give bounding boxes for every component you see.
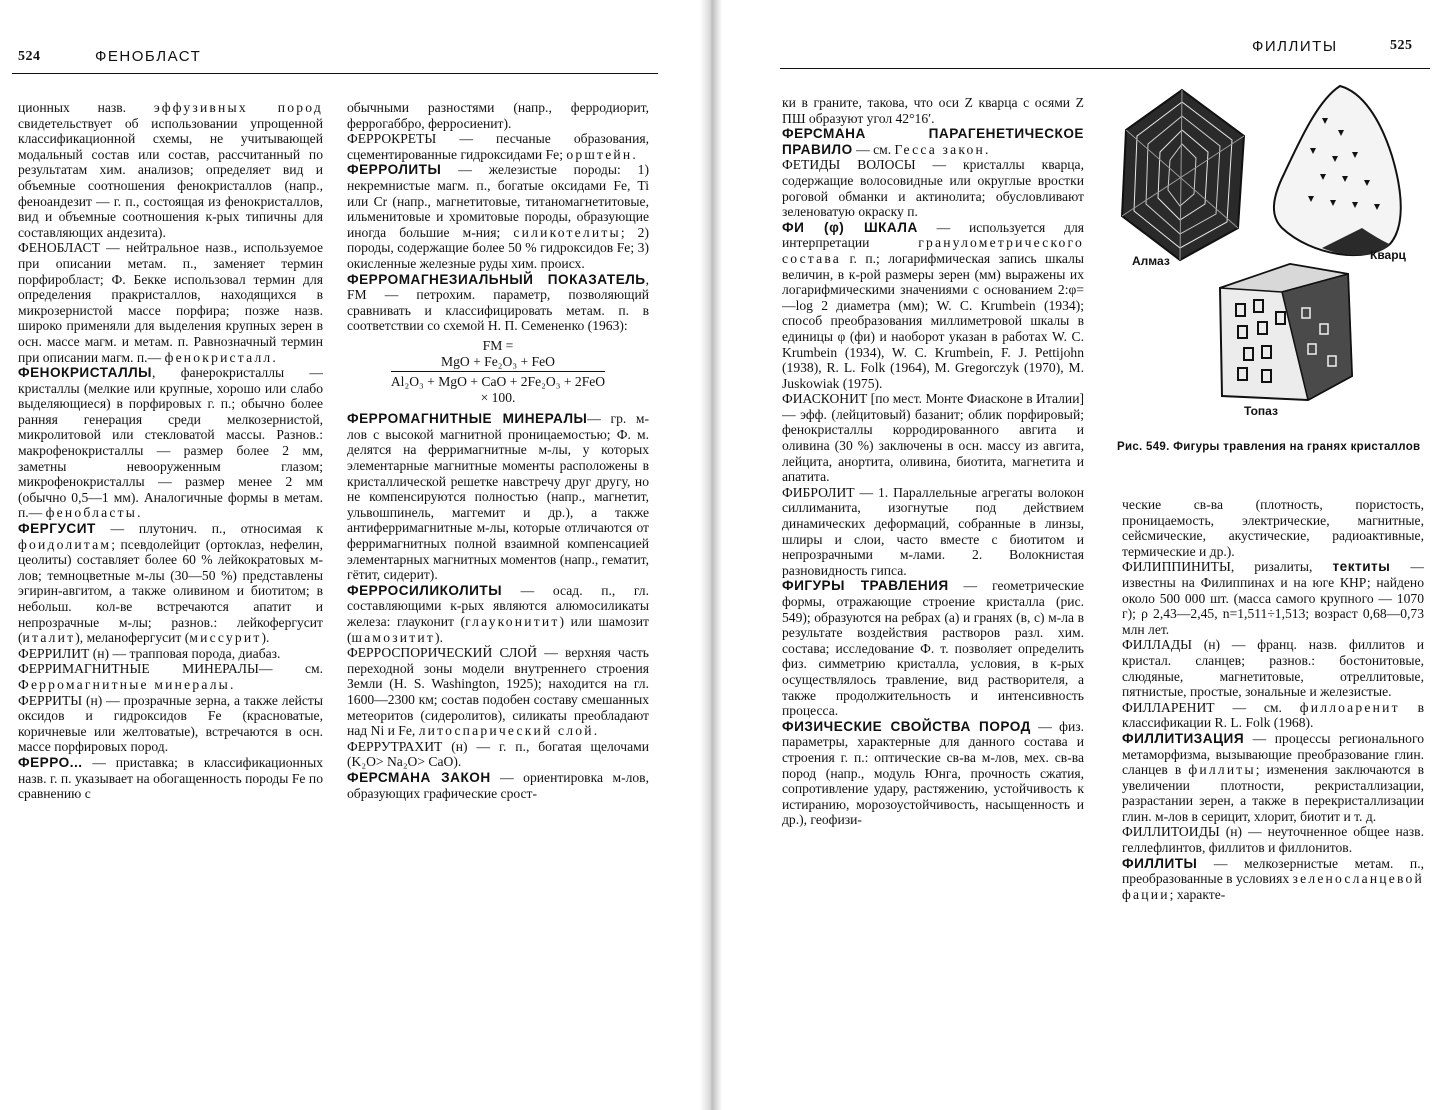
formula-denominator: Al₂O₃ + MgO + CaO + 2Fe₂O₃ + 2FeO (390, 374, 606, 390)
cross-reference: Гесса закон (894, 141, 985, 157)
entry-paragraph (1122, 637, 1424, 699)
entry-text: — железистые породы: 1) некремнистые магм. п., богатые оксидами Fe, Ti или Cr (напр., магнетитовые, титаномагнетитовые, ильменитовые и хромитовые породы, образующие иногда большие м-ния; (347, 162, 649, 240)
entry-paragraph (1122, 731, 1424, 825)
entry-term: ФИЛЛИТЫ (1122, 855, 1198, 871)
entry-paragraph (18, 100, 323, 240)
cross-reference: Ферромагнитные минералы (18, 676, 231, 692)
fm-formula (347, 338, 649, 405)
entry-term: ФИГУРЫ ТРАВЛЕНИЯ (782, 578, 949, 594)
formula-numerator: MgO + Fe₂O₃ + FeO (391, 354, 605, 373)
cross-reference: зеленосланцевой фации (1122, 871, 1424, 902)
entry-paragraph (347, 131, 649, 162)
entry-text: ФЕРРИЛИТ (н) — трапповая порода, диабаз. (18, 645, 281, 661)
entry-text: ФЕРРОСПОРИЧЕСКИЙ СЛОЙ — верхняя часть переходной зоны модели внутреннего строения Земли (H. S. Washington, 1925); находится на гл. 1600—2300 км; состав подобен составу смешанных метеоритов (сидеролитов), силикаты преобладают над Ni и Fe, (347, 645, 649, 739)
entry-text: — приставка; в классификационных назв. г. п. указывает на обогащенность породы Fe по сравнению с (18, 754, 323, 802)
entry-text: ). (435, 629, 443, 645)
label-kvarc: Кварц (1370, 248, 1406, 262)
entry-paragraph (782, 485, 1084, 579)
entry-text: ки в граните, такова, что оси Z кварца с осями Z ПШ образуют угол 42°16′. (782, 95, 1084, 126)
entry-paragraph (18, 240, 323, 365)
cross-reference: литоспарический слой (418, 723, 594, 739)
entry-text: ФЕТИДЫ ВОЛОСЫ — кристаллы кварца, содержащие волосовидные или округлые вростки роговой обманки и актинолита; обусловливают зеленоватую окраску п. (782, 157, 1084, 220)
entry-paragraph (347, 770, 649, 801)
entry-text: ческие св-ва (плотность, пористость, проницаемость, электрические, магнитные, сейсмические, акустические, радиоактивные, термические и др.). (1122, 497, 1424, 559)
entry-paragraph (1122, 700, 1424, 731)
entry-term: ФЕРРОМАГНЕЗИАЛЬНЫЙ ПОКАЗАТЕЛЬ (347, 271, 646, 287)
entry-text: , FM — петрохим. параметр, позволяющий сравнивать и классифицировать метам. п. в соответствии со схемой Н. П. Семененко (1963): (347, 271, 649, 334)
entry-paragraph (1122, 824, 1424, 855)
page-number-right: 525 (1390, 38, 1413, 53)
entry-text: г. п.; логарифмическая запись шкалы величин, в к-рой размеры зерен (мм) выражены их логарифмическими значениями с основанием 2:φ=—log 2 диаметра (мм); W. C. Krumbein (1934); способ преобразования миллиметровой шкалы в единицы φ (фи) и наоборот указан в работах W. C. Krumbein (1934), W. C. Krumbein, F. J. Pettijohn (1938), R. L. Folk (1964), M. Gregorczyk (1970), M. Juskowiak (1975). (782, 250, 1084, 391)
entry-paragraph (347, 739, 649, 770)
entry-paragraph (782, 126, 1084, 157)
entry-text: ФИЛЛАРЕНИТ — см. (1122, 699, 1300, 715)
entry-text: — осад. п., гл. составляющими к-рых являются алюмосиликаты железа: глауконит ( (347, 582, 649, 629)
entry-text: — мелкозернистые метам. п., преобразованные в условиях (1122, 855, 1424, 887)
entry-text: ФИЛЛАДЫ (н) — франц. назв. филлитов и кристал. сланцев; разнов.: бостонитовые, слюдяные, магнетитовые, отреллитовые, пятнистые, простые, зональные и железистые. (1122, 637, 1424, 700)
entry-text: ФИЛЛИТОИДЫ (н) — неуточненное общее назв. геллефлинтов, филлитов и филлонитов. (1122, 824, 1424, 856)
left-column-1 (18, 100, 323, 802)
entry-term: ФИЗИЧЕСКИЕ СВОЙСТВА ПОРОД (782, 718, 1031, 734)
entry-term: ФЕРРОМАГНИТНЫЕ МИНЕРАЛЫ (347, 411, 588, 427)
left-page (0, 0, 700, 1110)
entry-term: тектиты (1332, 559, 1391, 575)
entry-text: — плутонич. п., относимая к (95, 521, 323, 537)
quartz-crystal (1274, 86, 1401, 255)
entry-text: . (984, 141, 989, 157)
entry-paragraph (1122, 856, 1424, 903)
entry-term: ФИЛЛИТИЗАЦИЯ (1122, 730, 1245, 746)
formula-lhs: FM = (482, 337, 514, 353)
label-topaz: Топаз (1244, 404, 1278, 418)
entry-text: ФИБРОЛИТ — 1. Параллельные агрегаты волокон силлиманита, изогнутые под действием динамических деформаций, собранные в линзы, шлиры и слои, часто вместе с биотитом и непрозрачными м-лами. 2. Волокнистая разновидность гипса. (782, 484, 1084, 578)
entry-text: ФЕРРИТЫ (н) — прозрачные зерна, а также лейсты оксидов и гидроксидов Fe (красноватые, коричневые или желтоватые), встречаются в осн. массе порфировых пород. (18, 692, 323, 755)
entry-paragraph (347, 645, 649, 739)
entry-term: ФЕРГУСИТ (18, 521, 96, 537)
entry-text: ; характе- (1169, 886, 1226, 902)
entry-text: ФЕНОБЛАСТ — нейтральное назв., используемое при описании метам. п., заменяет термин порфиробласт; Ф. Бекке использовал термин для определения пракристаллов, находящихся в микрозернистой массе порфира; позже назв. широко применяли для выделения крупных зерен в осн. массе магм. и метам. п. Равнозначный термин при описании магм. п.— (18, 240, 323, 365)
entry-term: ФЕРСМАНА ПАРАГЕНЕТИЧЕСКОЕ ПРАВИЛО (782, 126, 1084, 157)
cross-reference: шамозитит (351, 629, 436, 645)
entry-term: ФЕРРОЛИТЫ (347, 162, 442, 178)
formula-factor: × 100. (480, 389, 516, 405)
left-column-2-top (347, 100, 649, 334)
header-rule-right (780, 68, 1430, 69)
entry-text: ФЕРРУТРАХИТ (н) — г. п., богатая щелочами (K₂O> Na₂O> CaO). (347, 738, 649, 770)
left-column-2 (347, 100, 649, 801)
entry-text: . (593, 723, 598, 739)
entry-paragraph (18, 755, 323, 802)
cross-reference: силикотелиты (513, 224, 621, 240)
entry-text: обычными разностями (напр., ферродиорит, феррогаббро, ферросиенит). (347, 100, 649, 131)
running-head-left: ФЕНОБЛАСТ (95, 48, 202, 65)
entry-text: . (272, 349, 276, 365)
page-number-left: 524 (18, 49, 41, 64)
entry-text: . (137, 505, 141, 521)
entry-paragraph (782, 578, 1084, 718)
right-column-2 (1122, 497, 1424, 902)
entry-paragraph (18, 661, 323, 692)
cross-reference: фенокристалл (164, 349, 273, 365)
entry-paragraph (347, 100, 649, 131)
entry-text: ), меланофергусит ( (75, 630, 190, 646)
entry-text: ФЕРРИМАГНИТНЫЕ МИНЕРАЛЫ— см. (18, 661, 323, 677)
diamond-crystal (1122, 90, 1244, 260)
cross-reference: филлиты (1188, 762, 1256, 778)
entry-text: ФЕРРОКРЕТЫ — песчаные образования, сцементированные гидроксидами Fe; (347, 131, 649, 162)
entry-text: — гр. м-лов с высокой магнитной проницаемостью; Ф. м. делятся на ферримагнитные м-лы, у которых элементарные магнитные моменты расположены в кристаллической решетке навстречу друг другу, но не компенсируются полностью (напр., магнетит, ульвошпинель, маггемит и др.), а также антиферримагнитные м-лы, которые отличаются от ферримагнитных полной взаимной компенсацией элементарных магнитных моментов (напр., гематит, гётит, сидерит). (347, 411, 649, 583)
entry-paragraph (18, 693, 323, 755)
topaz-crystal (1220, 264, 1352, 400)
header-rule-left (12, 73, 658, 74)
entry-text: — см. (852, 141, 895, 157)
entry-text: , фанерокристаллы — кристаллы (мелкие или крупные, хорошо или слабо выделяющиеся) в порфировых г. п.; обычно более ранняя генерация среди мелкозернистой, микролитовой или стекловатой массы. Разнов.: макрофенокристаллы — размер более 2 мм, заметны невооруженным глазом; микрофенокристаллы — размер менее 2 мм (обычно 0,5—1 мм). Аналогичные формы в метам. п.— (18, 365, 323, 521)
entry-term: ФЕРРО... (18, 754, 83, 770)
entry-paragraph (1122, 559, 1424, 637)
cross-reference: филлоаренит (1299, 699, 1400, 715)
cross-reference: миссурит (189, 630, 262, 646)
entry-text: — процессы регионального метаморфизма, вызывающие преобразование глин. сланцев в (1122, 730, 1424, 778)
formula-fraction (391, 354, 605, 390)
entry-text: в классификации R. L. Folk (1968). (1122, 699, 1424, 731)
entry-paragraph (782, 95, 1084, 126)
right-column-1 (782, 95, 1084, 828)
entry-paragraph (347, 272, 649, 334)
etch-figures-illustration (1112, 78, 1432, 428)
cross-reference: фенобласты (45, 505, 138, 521)
label-almaz: Алмаз (1132, 254, 1170, 268)
running-head-right: ФИЛЛИТЫ (1252, 38, 1338, 55)
entry-text: ). (261, 630, 270, 646)
cross-reference: эффузивных пород (153, 100, 323, 115)
right-page (722, 0, 1437, 1110)
entry-paragraph (782, 220, 1084, 392)
entry-paragraph (18, 521, 323, 646)
entry-term: ФЕРСМАНА ЗАКОН (347, 769, 491, 785)
entry-paragraph (782, 719, 1084, 828)
entry-term: ФИ (φ) ШКАЛА (782, 219, 918, 235)
entry-text: ционных назв. (18, 100, 154, 115)
entry-paragraph (782, 391, 1084, 485)
entry-paragraph (18, 646, 323, 662)
cross-reference: глауконитит (465, 614, 560, 629)
entry-term: ФЕНОКРИСТАЛЛЫ (18, 365, 152, 381)
entry-text: . (230, 676, 234, 692)
entry-text: свидетельствует об использовании упрощенной классификационной схемы, не учитывающей модальный состав или состав, рассчитанный по результатам хим. анализов; определяет вид и объемные соотношения фенокристаллов (напр., феноандезит — г. п., состоящая из фенокристаллов, вид и объемные соотношения к-рых типичны для составляющих андезита). (18, 115, 323, 240)
entry-text: — известны на Филиппинах и на юге КНР; найдено около 500 000 шт. (масса самого крупного — 1070 г); ρ 2,43—2,45, n=1,511÷1,513; возраст 0,68—0,73 млн лет. (1122, 559, 1424, 637)
entry-paragraph (18, 365, 323, 521)
entry-text: — геометрические формы, отражающие строение кристалла (рис. 549); образуются на ребрах (a) и гранях (в, с) м-ла в результате воздействия растворов разл. хим. состава; исследование Ф. т. позволяет определить физ. симметрию кристалла, условия, в к-рых осуществлялось травление, вид растворителя, а также продолжительность и интенсивность процесса. (782, 578, 1084, 719)
cross-reference: гранулометрического состава (782, 235, 1084, 266)
entry-text: ФИЛИППИНИТЫ, ризалиты, (1122, 559, 1333, 575)
cross-reference: фоидолитам (18, 536, 112, 552)
entry-text: ) или шамозит ( (347, 614, 649, 645)
entry-text: — ориентировка м-лов, образующих графические срост- (347, 769, 649, 801)
entry-term: ФЕРРОСИЛИКОЛИТЫ (347, 582, 503, 598)
entry-text: ; 2) породы, содержащие более 50 % гидроксидов Fe; 3) окисленные железные руды хим. происх. (347, 224, 649, 271)
entry-paragraph (782, 157, 1084, 219)
entry-text: — используется для интерпретации (782, 219, 1084, 251)
entry-paragraph (347, 411, 649, 583)
entry-text: ; псевдолейцит (ортоклаз, нефелин, цеолиты) составляет более 60 % лейкократовых м-лов; темноцветные м-лы (30—50 %) представлены эгирин-авгитом, а также оливином и биотитом; в небольш. кол-ве встречаются апатит и непрозрачные м-лы; разнов.: лейкофергусит ( (18, 536, 323, 646)
figure-caption: Рис. 549. Фигуры травления на гранях кристаллов (1117, 441, 1421, 453)
cross-reference: орштейн (566, 146, 633, 162)
entry-paragraph (1122, 497, 1424, 559)
entry-text: ; изменения заключаются в увеличении плотности, рекристаллизации, разрастании зерен, а также в перекристаллизации глин. м-лов в серицит, хлорит, биотит и т. д. (1122, 762, 1424, 824)
entry-text: . (632, 146, 636, 162)
entry-paragraph (347, 162, 649, 271)
cross-reference: италит (22, 630, 76, 646)
entry-text: ФИАСКОНИТ [по мест. Монте Фиасконе в Италии] — эфф. (лейцитовый) базанит; облик порфировый; фенокристаллы корродированного авгита и оливина (30 %) заключены в осн. массу из авгита, лейцита, анортита, оливина, биотита, магнетита и апатита. (782, 391, 1084, 485)
entry-text: — физ. параметры, характерные для данного состава и строения г. п.: оптические св-ва м-лов, мех. св-ва пород (напр., модуль Юнга, прочность сжатия, сопротивление удару, растяжению, устойчивость к истиранию, морозоустойчивость, насыщенность и др.), геофизи- (782, 718, 1084, 828)
left-column-2-bottom (347, 411, 649, 801)
entry-paragraph (347, 583, 649, 645)
book-gutter (700, 0, 722, 1110)
